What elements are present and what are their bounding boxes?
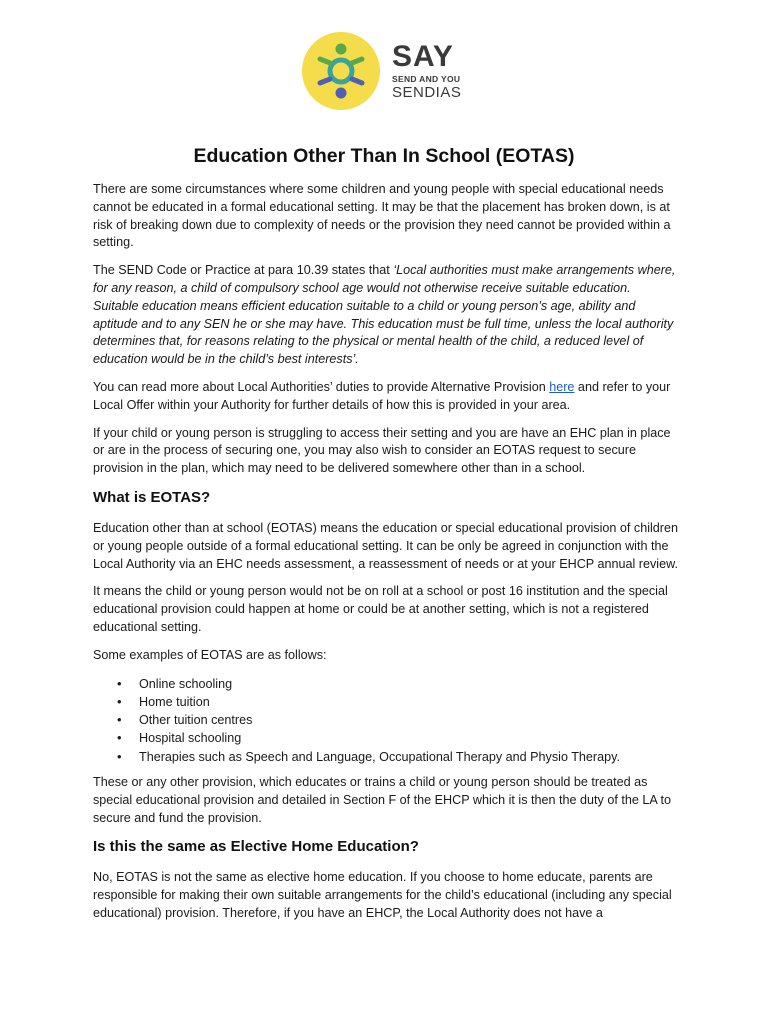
la-text-after: and refer to your Local Offer within your Authority for further details of how this is provided in your area. xyxy=(93,379,671,412)
alternative-provision-link[interactable]: here xyxy=(549,379,575,394)
list-item: • Other tuition centres xyxy=(139,711,679,729)
ehc-plan-paragraph: If your child or young person is struggling to access their setting and you are have an EHC plan in place or are in the process of securing one, you may also wish to consider an EOTAS request to secure provision in the plan, which may need to be delivered somewhere other than in a school. xyxy=(93,425,671,476)
elective-home-education-heading: Is this the same as Elective Home Education? xyxy=(93,838,419,856)
document-body xyxy=(93,181,679,933)
eotas-roll-paragraph: It means the child or young person would not be on roll at a school or post 16 institution and the special educational provision could happen at home or could be at another setting, which is not a registered educational setting. xyxy=(93,584,668,634)
what-is-eotas-heading: What is EOTAS? xyxy=(93,488,211,506)
list-item: • Hospital schooling xyxy=(139,729,679,747)
list-item: • Online schooling xyxy=(139,675,679,693)
logo-tagline: SEND AND YOU xyxy=(392,73,461,84)
logo-name: SAY xyxy=(392,39,454,73)
code-of-practice-intro: The SEND Code or Practice at para 10.39 states that xyxy=(93,263,394,278)
home-education-paragraph: No, EOTAS is not the same as elective home education. If you choose to home educate, parents are responsible for making their own suitable arrangements for the child’s educational (including any special educational) provision. Therefore, if you have an EHCP, the Local Authority does not have a xyxy=(93,870,672,920)
logo-circle xyxy=(302,32,380,110)
provision-paragraph: These or any other provision, which educates or trains a child or young person should be treated as special educational provision and detailed in Section F of the EHCP which it is then the duty of the LA to secure and fund the provision. xyxy=(93,775,672,825)
examples-intro-paragraph: Some examples of EOTAS are as follows: xyxy=(93,647,327,662)
intro-paragraph: There are some circumstances where some children and young people with special educational needs cannot be educated in a formal educational setting. It may be that the placement has broken down, is at risk of breaking down due to complexity of needs or the provision they need cannot be provided within a setting. xyxy=(93,182,671,250)
logo-subname: SENDIAS xyxy=(392,84,462,102)
eotas-definition-paragraph: Education other than at school (EOTAS) means the education or special educational provision of children or young people outside of a formal educational setting. It can be only be agreed in conjunction with the Local Authority via an EHC needs assessment, a reassessment of needs or at your EHCP annual review. xyxy=(93,520,679,571)
people-circle-icon xyxy=(316,43,366,99)
code-of-practice-paragraph xyxy=(93,262,679,369)
list-item: • Home tuition xyxy=(139,693,679,711)
code-of-practice-quote: ‘Local authorities must make arrangements where, for any reason, a child of compulsory school age would not otherwise receive suitable education. Suitable education means efficient education suitable to a child or young person’s age, ability and aptitude and to any SEN he or she may have. This education must be full time, unless the local authority determines that, for reasons relating to the physical or mental health of the child, a reduced level of education would be in the child’s best interests’. xyxy=(93,263,676,367)
la-text-before: You can read more about Local Authorities’ duties to provide Alternative Provision xyxy=(93,379,550,394)
local-authority-paragraph xyxy=(93,379,679,415)
say-sendias-logo xyxy=(302,32,461,110)
list-item: • Therapies such as Speech and Language, Occupational Therapy and Physio Therapy. xyxy=(139,748,679,766)
page-title: Education Other Than In School (EOTAS) xyxy=(193,145,575,167)
logo-text xyxy=(392,39,462,102)
eotas-examples-list xyxy=(93,675,679,766)
